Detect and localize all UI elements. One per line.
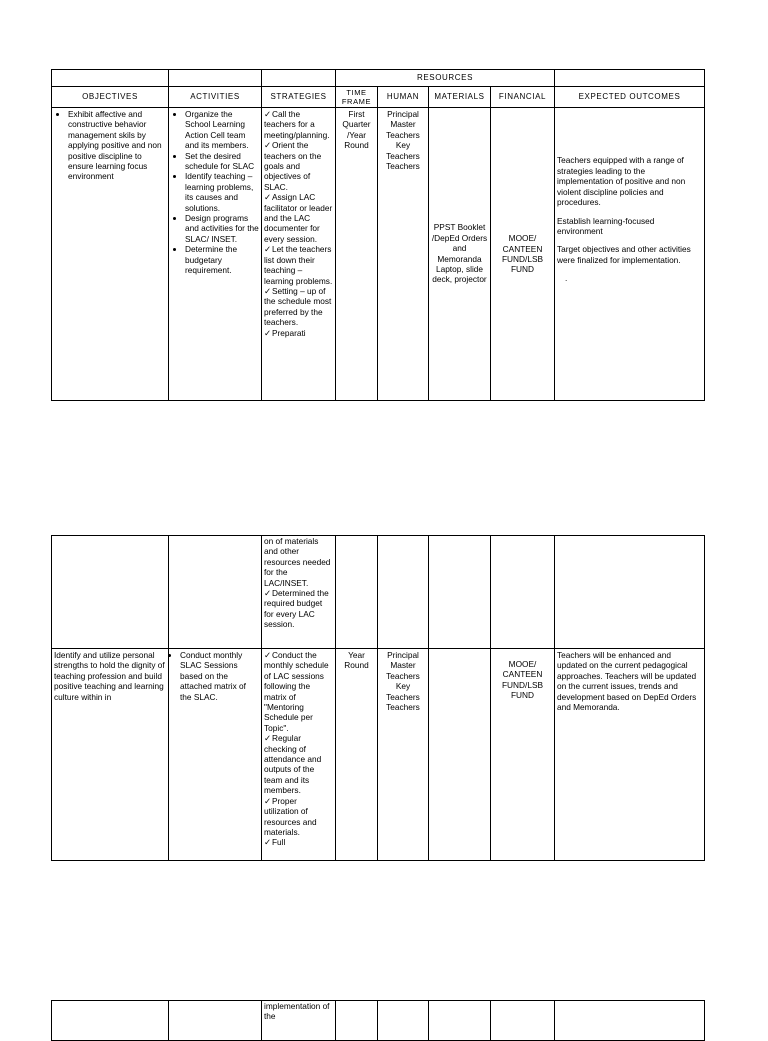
outcome-item: Establish learning-focused environment xyxy=(557,215,655,236)
strategies-header: STRATEGIES xyxy=(262,87,336,108)
expected-outcomes-cell: Teachers will be enhanced and updated on the current pedagogical approaches. Teachers will be updated on the current issues, trends and development based on DepEd Orders and Memoranda. xyxy=(555,649,705,861)
expected-outcomes-cell xyxy=(555,1001,705,1041)
time-frame-cell xyxy=(336,536,378,649)
expected-outcomes-cell xyxy=(555,536,705,649)
financial-cell xyxy=(491,649,555,861)
materials-cell xyxy=(429,536,491,649)
human-cell xyxy=(378,536,429,649)
header-blank-cell xyxy=(52,70,169,87)
human-cell xyxy=(378,108,429,401)
materials-cell xyxy=(429,1001,491,1041)
activities-cell xyxy=(169,649,262,861)
human-item: Key Teachers xyxy=(386,681,420,702)
objectives-cell xyxy=(52,536,169,649)
activity-item: • Set the desired schedule for SLAC xyxy=(185,151,259,172)
strategy-item: ✓ Preparati xyxy=(264,328,333,338)
strategy-item: ✓ Let the teachers list down their teaching – learning problems. xyxy=(264,244,333,286)
strategies-cell: implementation of the xyxy=(262,1001,336,1041)
outcome-item: . xyxy=(565,273,568,284)
activity-item: • Conduct monthly SLAC Sessions based on the attached matrix of the SLAC. xyxy=(180,650,259,702)
human-header: HUMAN xyxy=(378,87,429,108)
financial-cell: MOOE/ CANTEEN FUND/LSB FUND xyxy=(491,108,555,401)
objective-item: • Exhibit affective and constructive behavior management skils by applying positive and non positive discipline to ensure learning focus environment xyxy=(68,109,166,182)
human-item: Teachers xyxy=(386,702,420,713)
objectives-cell: Identify and utilize personal strengths to hold the dignity of teaching profession and build positive teaching and learning culture within in xyxy=(52,649,169,861)
strategies-cell xyxy=(262,108,336,401)
objectives-header: OBJECTIVES xyxy=(52,87,169,108)
human-item: Principal xyxy=(387,650,419,660)
strategies-cell xyxy=(262,536,336,649)
financial-cell xyxy=(491,536,555,649)
activity-item: • Determine the budgetary requirement. xyxy=(185,244,259,275)
human-item: Key Teachers xyxy=(386,140,420,161)
time-frame-cell: First Quarter /Year Round xyxy=(336,108,378,401)
outcome-item: Target objectives and other activities were finalized for implementation. xyxy=(557,244,691,265)
time-frame-cell xyxy=(336,1001,378,1041)
strategy-item: ✓ Call the teachers for a meeting/planning. xyxy=(264,109,333,140)
human-item: Master Teachers xyxy=(386,119,420,140)
materials-cell xyxy=(429,649,491,861)
activity-item: • Design programs and activities for the SLAC/ INSET. xyxy=(185,213,259,244)
materials-cell: PPST Booklet /DepEd Orders and Memoranda Laptop, slide deck, projector xyxy=(429,108,491,401)
objectives-cell xyxy=(52,108,169,401)
strategy-item: ✓ Assign LAC facilitator or leader and the LAC documenter for every session. xyxy=(264,192,333,244)
action-plan-table-page-1 xyxy=(51,69,705,401)
strategy-item: ✓ Full xyxy=(264,837,333,847)
financial-cell xyxy=(491,1001,555,1041)
time-frame-header: TIME FRAME xyxy=(336,87,378,108)
header-blank-cell xyxy=(555,70,705,87)
strategy-item: ✓ Conduct the monthly schedule of LAC sessions following the matrix of "Mentoring Schedule per Topic". xyxy=(264,650,333,733)
activities-cell xyxy=(169,536,262,649)
activities-cell xyxy=(169,108,262,401)
time-frame-cell: Year Round xyxy=(336,649,378,861)
objectives-cell xyxy=(52,1001,169,1041)
human-item: Teachers xyxy=(386,161,420,172)
human-cell xyxy=(378,649,429,861)
strategy-item: ✓ Proper utilization of resources and materials. xyxy=(264,796,333,838)
activities-cell xyxy=(169,1001,262,1041)
activity-item: • Identify teaching – learning problems, its causes and solutions. xyxy=(185,171,259,213)
strategy-item: ✓ Setting – up of the schedule most preferred by the teachers. xyxy=(264,286,333,328)
strategy-continued: on of materials and other resources needed for the LAC/INSET. xyxy=(264,536,331,588)
strategy-item: ✓ Orient the teachers on the goals and objectives of SLAC. xyxy=(264,140,333,192)
strategy-item: ✓ Determined the required budget for every LAC session. xyxy=(264,588,333,630)
financial-header: FINANCIAL xyxy=(491,87,555,108)
action-plan-table-page-2 xyxy=(51,535,705,861)
expected-outcomes-cell xyxy=(555,108,705,401)
financial-text: MOOE/ CANTEEN FUND/LSB FUND xyxy=(501,659,544,701)
activities-header: ACTIVITIES xyxy=(169,87,262,108)
materials-header: MATERIALS xyxy=(429,87,491,108)
activity-item: • Organize the School Learning Action Cell team and its members. xyxy=(185,109,259,151)
header-blank-cell xyxy=(262,70,336,87)
strategies-cell xyxy=(262,649,336,861)
expected-outcomes-header: EXPECTED OUTCOMES xyxy=(555,87,705,108)
outcome-item: Teachers equipped with a range of strategies leading to the implementation of positive and non violent discipline policies and procedures. xyxy=(557,155,686,208)
resources-header: RESOURCES xyxy=(336,70,555,87)
action-plan-table-page-3 xyxy=(51,1000,705,1041)
human-item: Principal xyxy=(387,109,419,119)
human-item: Master Teachers xyxy=(386,660,420,681)
human-cell xyxy=(378,1001,429,1041)
header-blank-cell xyxy=(169,70,262,87)
strategy-item: ✓ Regular checking of attendance and outputs of the team and its members. xyxy=(264,733,333,795)
